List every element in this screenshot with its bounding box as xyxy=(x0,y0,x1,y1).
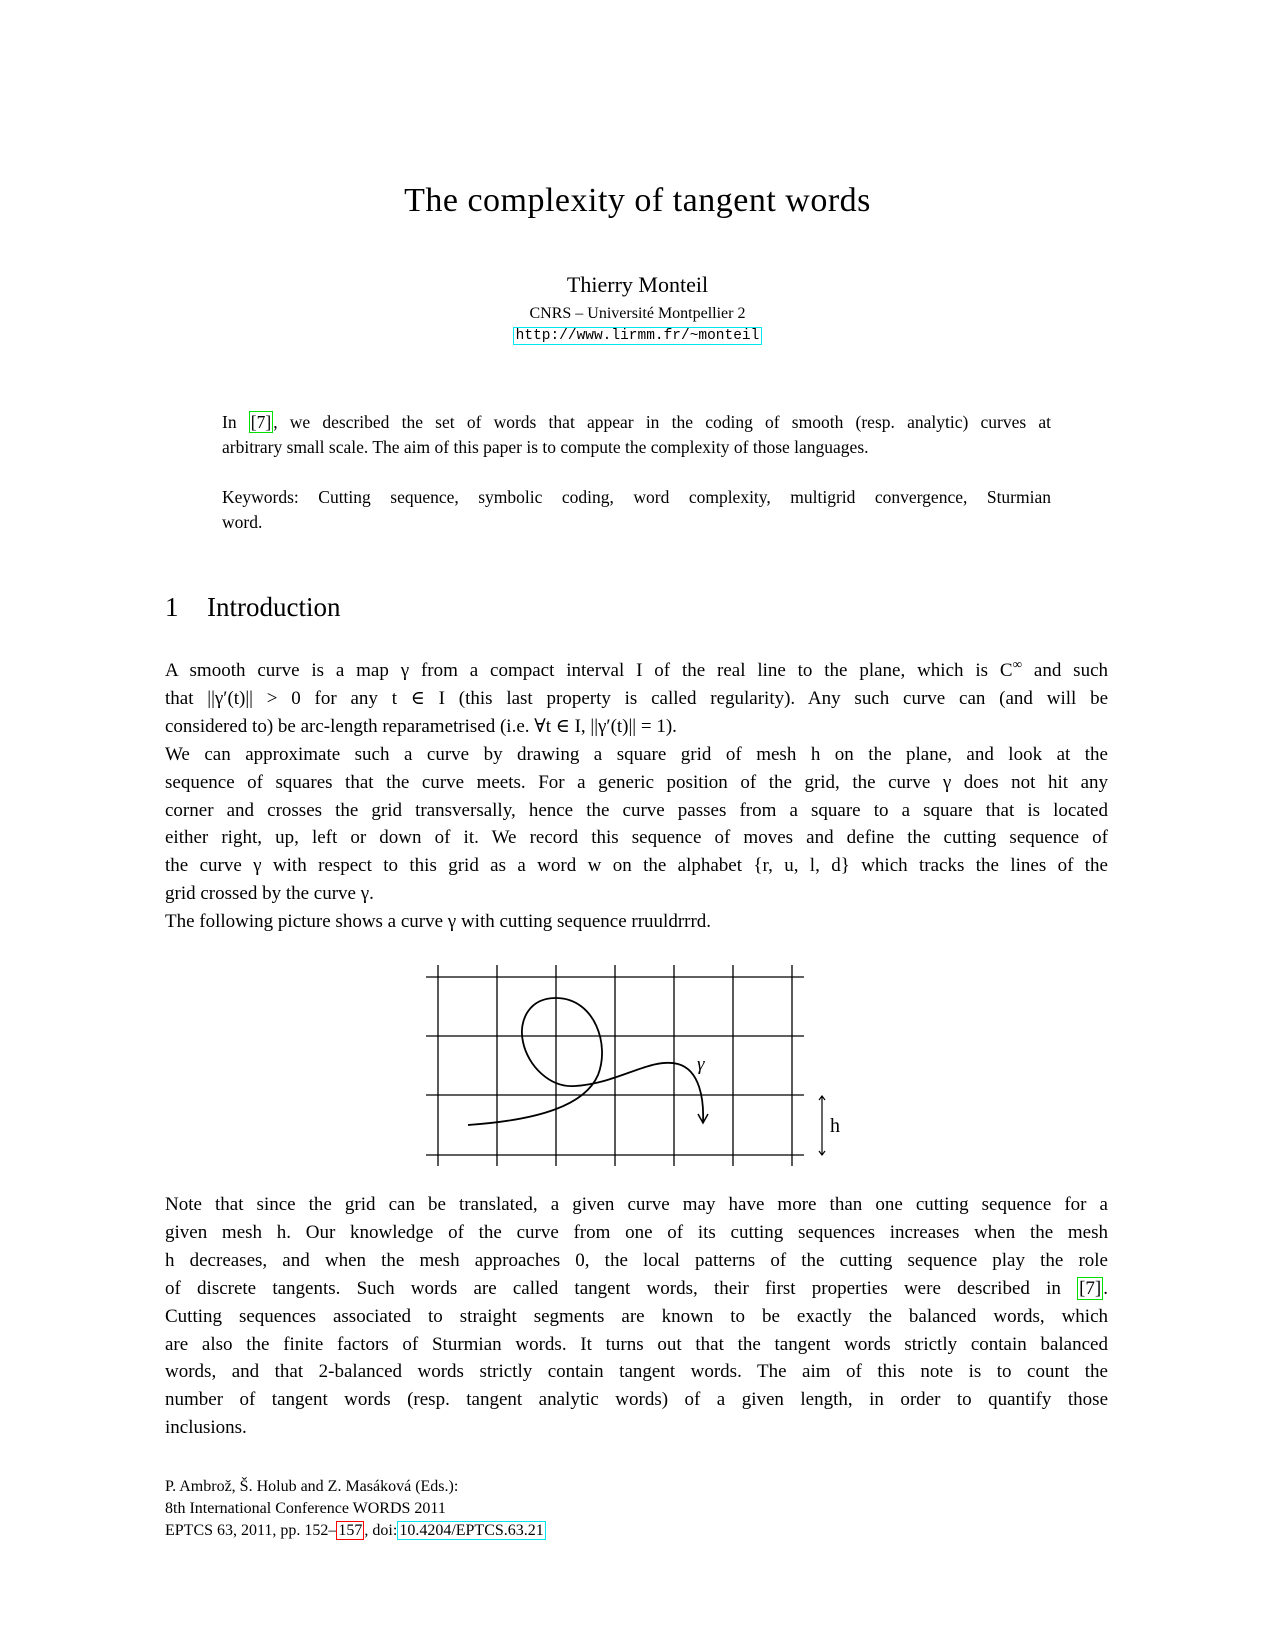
text-span: h decreases, and when the mesh approaches 0, the local patterns of the cutting sequence play the role xyxy=(165,1249,1108,1271)
citation-link[interactable]: [7] xyxy=(250,412,272,432)
text-span: the curve γ with respect to this grid as a word w on the alphabet {r, u, l, d} which tracks the lines of the xyxy=(165,855,1108,877)
text-line xyxy=(165,1358,1108,1386)
text-span: , we described the set of words that appear in the coding of smooth (resp. analytic) curves at xyxy=(273,412,1051,432)
text-span: . xyxy=(1103,1277,1108,1299)
superscript: ∞ xyxy=(1012,656,1023,672)
text-span: given mesh h. Our knowledge of the curve from one of its cutting sequences increases when the mesh xyxy=(165,1221,1108,1243)
text-line xyxy=(165,1331,1108,1359)
mesh-label: h xyxy=(830,1115,840,1137)
doi-label: , doi: xyxy=(364,1522,398,1539)
author-name: Thierry Monteil xyxy=(566,272,709,297)
paper-title: The complexity of tangent words xyxy=(404,182,871,219)
text-span: The following picture shows a curve γ with cutting sequence rruuldrrrd. xyxy=(165,911,712,933)
text-line xyxy=(165,1247,1108,1275)
text-span: We can approximate such a curve by drawing a square grid of mesh h on the plane, and look at the xyxy=(165,743,1108,765)
curve-label: γ xyxy=(697,1054,705,1075)
text-span: that ||γ′(t)|| > 0 for any t ∈ I (this last property is called regularity). Any such curve can (and will be xyxy=(165,687,1108,709)
text-span: of discrete tangents. Such words are called tangent words, their first properties were described in xyxy=(165,1277,1078,1299)
text-line xyxy=(165,1303,1108,1331)
text-span: word. xyxy=(222,512,263,532)
text-span: are also the finite factors of Sturmian words. It turns out that the tangent words strictly contain balanced xyxy=(165,1333,1108,1355)
text-span: In xyxy=(222,412,249,432)
section-title: Introduction xyxy=(207,592,341,622)
author-url-link[interactable]: http://www.lirmm.fr/~monteil xyxy=(513,327,763,345)
footer-conference: 8th International Conference WORDS 2011 xyxy=(165,1500,446,1517)
text-span: considered to) be arc-length reparametrised (i.e. ∀t ∈ I, ||γ′(t)|| = 1). xyxy=(165,715,677,737)
footer-editors: P. Ambrož, Š. Holub and Z. Masáková (Eds.): xyxy=(165,1478,459,1495)
text-span: and such xyxy=(1022,660,1109,681)
author-affiliation: CNRS – Université Montpellier 2 xyxy=(529,305,746,322)
intro-text-continued xyxy=(165,1191,1108,1442)
text-span: grid crossed by the curve γ. xyxy=(165,883,374,905)
footer-pages: EPTCS 63, 2011, pp. 152– xyxy=(165,1522,337,1539)
text-span: arbitrary small scale. The aim of this paper is to compute the complexity of those languages. xyxy=(222,437,869,457)
text-line xyxy=(165,1275,1108,1303)
citation-link[interactable]: [7] xyxy=(1079,1277,1102,1299)
doi-link[interactable]: 10.4204/EPTCS.63.21 xyxy=(399,1522,544,1539)
text-span: sequence of squares that the curve meets. For a generic position of the grid, the curve γ does not hit any xyxy=(165,771,1108,793)
text-line xyxy=(165,1219,1108,1247)
grid xyxy=(426,965,804,1166)
text-line xyxy=(165,1386,1108,1414)
mesh-arrow-icon xyxy=(819,1096,825,1155)
text-span: words, and that 2-balanced words strictly contain tangent words. The aim of this note is to count the xyxy=(165,1361,1108,1383)
last-page-link[interactable]: 157 xyxy=(338,1522,363,1539)
text-span: number of tangent words (resp. tangent analytic words) of a given length, in order to quantify those xyxy=(165,1389,1108,1411)
text-line xyxy=(165,1414,1108,1442)
publication-footer xyxy=(165,1476,546,1542)
text-line xyxy=(165,1191,1108,1219)
text-span: Keywords: Cutting sequence, symbolic coding, word complexity, multigrid convergence, Sturmian xyxy=(222,487,1051,507)
text-span: Cutting sequences associated to straight segments are known to be exactly the balanced words, which xyxy=(165,1305,1108,1327)
text-span: Note that since the grid can be translated, a given curve may have more than one cutting sequence for a xyxy=(165,1194,1108,1215)
text-span: A smooth curve is a map γ from a compact interval I of the real line to the plane, which is C xyxy=(165,660,1013,681)
text-span: corner and crosses the grid transversally, hence the curve passes from a square to a square that is located xyxy=(165,799,1108,821)
text-span: inclusions. xyxy=(165,1417,247,1439)
footer-citation xyxy=(165,1520,546,1542)
section-number: 1 xyxy=(165,592,179,622)
curve-gamma xyxy=(468,998,703,1125)
text-span: either right, up, left or down of it. We record this sequence of moves and define the cutting sequence of xyxy=(165,827,1108,849)
